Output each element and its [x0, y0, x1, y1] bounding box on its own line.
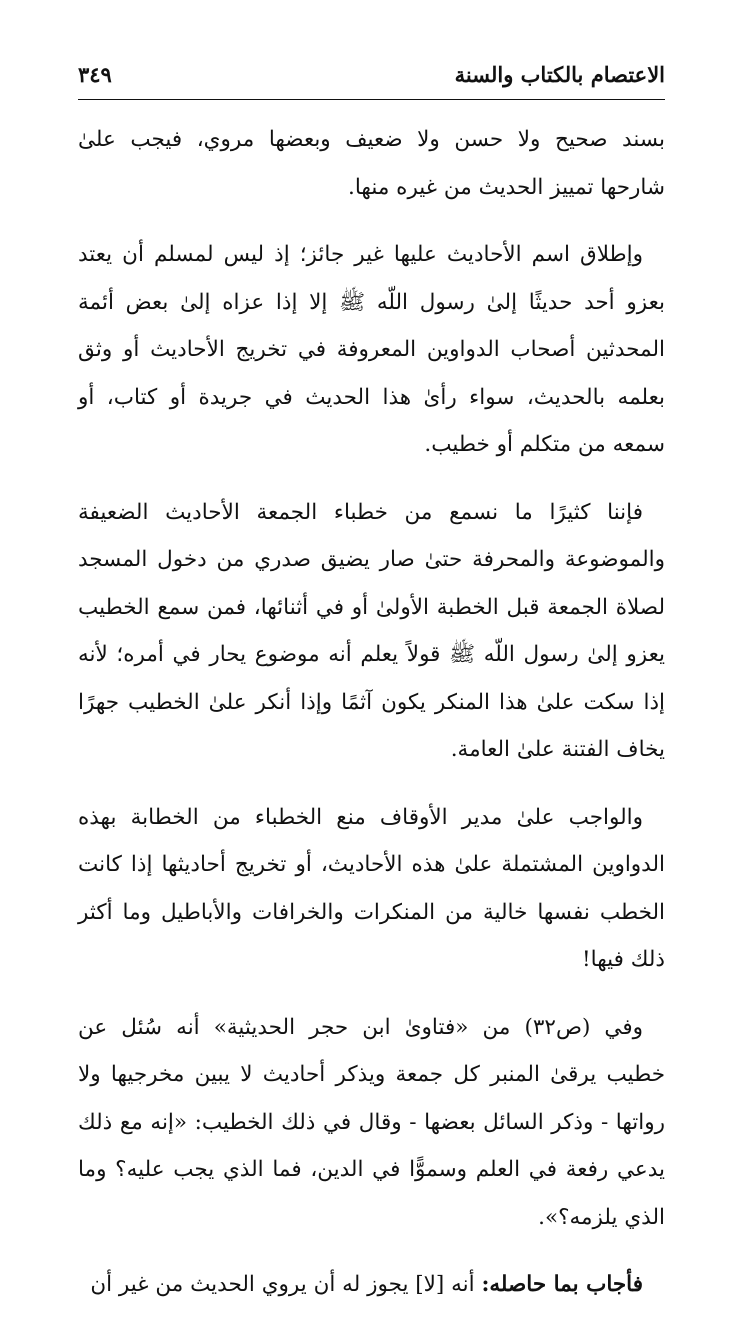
paragraph: وفي (ص٣٢) من «فتاوىٰ ابن حجر الحديثية» أنه سُئل عن خطيب يرقىٰ المنبر كل جمعة ويذكر أحاديث لا يبين مخرجيها ولا رواتها - وذكر السائل بعضها - وقال في ذلك الخطيب: «إنه مع ذلك يدعي رفعة في العلم وسموًّا في الدين، فما الذي يجب عليه؟ وما الذي يلزمه؟».: [78, 1014, 665, 1230]
running-title: الاعتصام بالكتاب والسنة: [454, 62, 665, 87]
page-number: ٣٤٩: [78, 62, 112, 87]
answer-text: أنه [لا] يجوز له أن يروي الحديث من غير أن: [90, 1272, 482, 1297]
page-body: [78, 116, 665, 1329]
answer-lead: فأجاب بما حاصله:: [481, 1272, 643, 1297]
paragraph: والواجب علىٰ مدير الأوقاف منع الخطباء من الخطابة بهذه الدواوين المشتملة علىٰ هذه الأحاديث، أو تخريج أحاديثها إذا كانت الخطب نفسها خالية من المنكرات والخرافات والأباطيل وما أكثر ذلك فيها!: [78, 804, 665, 972]
paragraph-answer: [78, 1261, 665, 1309]
header-rule: [78, 99, 665, 100]
paragraph: بسند صحيح ولا حسن ولا ضعيف وبعضها مروي، فيجب علىٰ شارحها تمييز الحديث من غيره منها.: [78, 127, 665, 200]
paragraph: وإطلاق اسم الأحاديث عليها غير جائز؛ إذ ليس لمسلم أن يعتد بعزو أحد حديثًا إلىٰ رسول اللّه ﷺ إلا إذا عزاه إلىٰ بعض أئمة المحدثين أصحاب الدواوين المعروفة في تخريج الأحاديث أو وثق بعلمه بالحديث، سواء رأىٰ هذا الحديث في جريدة أو كتاب، أو سمعه من متكلم أو خطيب.: [78, 242, 665, 457]
page-header: [78, 60, 665, 96]
paragraph: فإننا كثيرًا ما نسمع من خطباء الجمعة الأحاديث الضعيفة والموضوعة والمحرفة حتىٰ صار يضيق صدري من دخول المسجد لصلاة الجمعة قبل الخطبة الأولىٰ أو في أثنائها، فمن سمع الخطيب يعزو إلىٰ رسول اللّه ﷺ قولاً يعلم أنه موضوع يحار في أمره؛ لأنه إذا سكت علىٰ هذا المنكر يكون آثمًا وإذا أنكر علىٰ الخطيب جهرًا يخاف الفتنة علىٰ العامة.: [78, 499, 665, 762]
